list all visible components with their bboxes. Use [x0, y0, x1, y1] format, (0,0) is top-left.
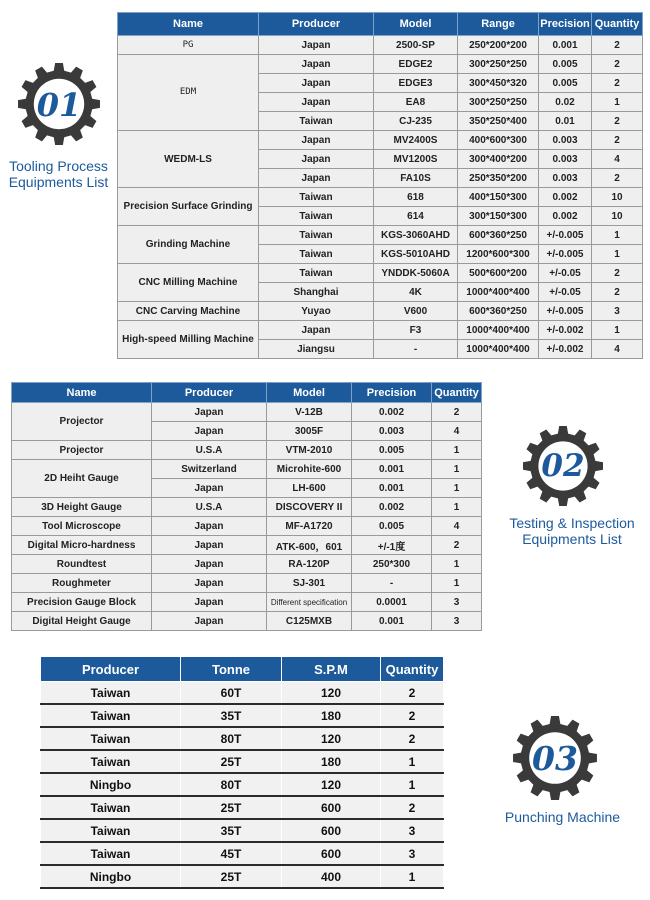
column-header: Producer: [259, 13, 374, 36]
table-cell: 2: [592, 55, 643, 74]
table-cell: FA10S: [374, 169, 458, 188]
column-header: Quantity: [592, 13, 643, 36]
table-cell: 35T: [181, 819, 282, 842]
table-cell: 1000*400*400: [458, 340, 539, 359]
table-cell: 0.003: [539, 131, 592, 150]
table-cell: 1: [592, 321, 643, 340]
table-cell: +/-0.002: [539, 321, 592, 340]
testing-table-body: [12, 403, 482, 631]
table-cell: 3: [381, 819, 444, 842]
column-header: Quantity: [432, 383, 482, 403]
table-cell: 300*250*250: [458, 93, 539, 112]
tooling-header-row: [118, 13, 643, 36]
table-cell: 600: [282, 796, 381, 819]
table-cell: 400*600*300: [458, 131, 539, 150]
tooling-caption: [2, 158, 115, 190]
table-cell: Japan: [259, 74, 374, 93]
table-cell: Ningbo: [41, 773, 181, 796]
table-row: [41, 865, 444, 888]
table-cell: 0.0001: [352, 593, 432, 612]
column-header: Producer: [152, 383, 267, 403]
table-cell: 1: [592, 245, 643, 264]
table-cell: +/-0.05: [539, 264, 592, 283]
equipment-name-cell: Roughmeter: [12, 574, 152, 593]
equipment-name-cell: CNC Carving Machine: [118, 302, 259, 321]
table-cell: 1: [432, 479, 482, 498]
table-cell: MV1200S: [374, 150, 458, 169]
table-row: [118, 188, 643, 207]
table-cell: 1: [381, 865, 444, 888]
table-cell: 2: [381, 704, 444, 727]
table-cell: Taiwan: [259, 226, 374, 245]
equipment-name-cell: Precision Surface Grinding: [118, 188, 259, 226]
table-cell: 80T: [181, 727, 282, 750]
table-row: [118, 36, 643, 55]
testing-caption: [497, 515, 647, 547]
table-cell: 4: [592, 340, 643, 359]
table-cell: Japan: [259, 169, 374, 188]
table-cell: 0.005: [352, 441, 432, 460]
equipment-name-cell: Projector: [12, 441, 152, 460]
table-row: [118, 264, 643, 283]
equipment-name-cell: Tool Microscope: [12, 517, 152, 536]
table-cell: 0.003: [352, 422, 432, 441]
table-cell: 250*350*200: [458, 169, 539, 188]
table-cell: 10: [592, 207, 643, 226]
table-cell: 600: [282, 842, 381, 865]
gear-badge-01: [17, 62, 101, 146]
table-cell: 1: [432, 441, 482, 460]
table-cell: LH-600: [267, 479, 352, 498]
table-cell: 45T: [181, 842, 282, 865]
table-row: [118, 226, 643, 245]
table-row: [41, 796, 444, 819]
table-cell: 600*360*250: [458, 226, 539, 245]
table-cell: 60T: [181, 682, 282, 705]
table-cell: Japan: [152, 403, 267, 422]
table-cell: Different specification: [267, 593, 352, 612]
table-cell: 1: [432, 574, 482, 593]
table-cell: 2: [381, 796, 444, 819]
table-cell: 618: [374, 188, 458, 207]
table-cell: 3005F: [267, 422, 352, 441]
table-cell: 0.003: [539, 150, 592, 169]
column-header: Precision: [352, 383, 432, 403]
table-cell: 180: [282, 704, 381, 727]
table-cell: 2: [592, 74, 643, 93]
table-cell: V600: [374, 302, 458, 321]
testing-header-row: [12, 383, 482, 403]
table-cell: Taiwan: [41, 819, 181, 842]
table-cell: Japan: [259, 150, 374, 169]
table-cell: Taiwan: [259, 245, 374, 264]
testing-caption-line2: Equipments List: [522, 531, 622, 547]
table-cell: Taiwan: [259, 207, 374, 226]
table-cell: Taiwan: [259, 112, 374, 131]
table-cell: 1: [432, 555, 482, 574]
equipment-name-cell: PG: [118, 36, 259, 55]
table-cell: 35T: [181, 704, 282, 727]
table-cell: 300*250*250: [458, 55, 539, 74]
equipment-name-cell: 3D Height Gauge: [12, 498, 152, 517]
table-cell: 400: [282, 865, 381, 888]
table-cell: EDGE3: [374, 74, 458, 93]
table-cell: 0.005: [352, 517, 432, 536]
table-cell: -: [352, 574, 432, 593]
table-row: [12, 441, 482, 460]
tooling-table-body: [118, 36, 643, 359]
table-cell: 3: [432, 593, 482, 612]
table-cell: 0.005: [539, 55, 592, 74]
column-header: Quantity: [381, 657, 444, 682]
equipment-name-cell: WEDM-LS: [118, 131, 259, 188]
table-cell: 0.001: [352, 460, 432, 479]
table-cell: Microhite-600: [267, 460, 352, 479]
table-cell: U.S.A: [152, 498, 267, 517]
column-header: Tonne: [181, 657, 282, 682]
table-cell: 0.001: [352, 612, 432, 631]
table-cell: C125MXB: [267, 612, 352, 631]
table-cell: 1: [381, 773, 444, 796]
table-cell: Taiwan: [259, 264, 374, 283]
table-row: [41, 842, 444, 865]
punching-header-row: [41, 657, 444, 682]
table-cell: Taiwan: [259, 188, 374, 207]
table-cell: 1: [592, 226, 643, 245]
column-header: Model: [267, 383, 352, 403]
table-cell: CJ-235: [374, 112, 458, 131]
table-cell: -: [374, 340, 458, 359]
table-cell: 120: [282, 682, 381, 705]
table-cell: 2: [432, 536, 482, 555]
table-cell: 120: [282, 727, 381, 750]
table-cell: 300*150*300: [458, 207, 539, 226]
gear-badge-02: [522, 425, 604, 507]
table-cell: RA-120P: [267, 555, 352, 574]
table-cell: 2: [381, 682, 444, 705]
table-cell: 2: [592, 131, 643, 150]
column-header: Name: [12, 383, 152, 403]
table-cell: Taiwan: [41, 750, 181, 773]
table-cell: 4K: [374, 283, 458, 302]
table-row: [118, 302, 643, 321]
table-cell: 1: [432, 498, 482, 517]
table-cell: 250*300: [352, 555, 432, 574]
table-cell: 25T: [181, 750, 282, 773]
table-row: [12, 593, 482, 612]
table-row: [12, 460, 482, 479]
table-cell: 2: [432, 403, 482, 422]
table-row: [41, 819, 444, 842]
table-row: [41, 682, 444, 705]
table-cell: 300*450*320: [458, 74, 539, 93]
table-cell: Japan: [152, 479, 267, 498]
table-cell: +/-0.005: [539, 302, 592, 321]
equipment-name-cell: 2D Heiht Gauge: [12, 460, 152, 498]
table-cell: 2: [592, 283, 643, 302]
table-row: [41, 704, 444, 727]
table-cell: 1000*400*400: [458, 321, 539, 340]
table-cell: 614: [374, 207, 458, 226]
table-cell: 0.002: [539, 207, 592, 226]
punching-caption: Punching Machine: [504, 809, 621, 825]
column-header: Range: [458, 13, 539, 36]
testing-equipment-table: [11, 382, 482, 631]
table-row: [41, 750, 444, 773]
table-cell: 25T: [181, 796, 282, 819]
table-cell: Jiangsu: [259, 340, 374, 359]
table-cell: Yuyao: [259, 302, 374, 321]
table-cell: 0.005: [539, 74, 592, 93]
table-cell: 0.01: [539, 112, 592, 131]
table-cell: 0.002: [352, 498, 432, 517]
table-cell: 0.003: [539, 169, 592, 188]
table-cell: +/-0.005: [539, 245, 592, 264]
equipment-name-cell: Digital Height Gauge: [12, 612, 152, 631]
table-row: [12, 536, 482, 555]
table-cell: 2: [592, 169, 643, 188]
equipment-name-cell: EDM: [118, 55, 259, 131]
table-cell: Taiwan: [41, 682, 181, 705]
table-cell: 10: [592, 188, 643, 207]
punching-machine-table: [40, 656, 444, 889]
table-cell: Japan: [152, 593, 267, 612]
testing-caption-line1: Testing & Inspection: [509, 515, 635, 531]
table-cell: Japan: [259, 131, 374, 150]
tooling-caption-line2: Equipments List: [8, 174, 109, 190]
badge-number-03: 03: [532, 739, 578, 778]
table-cell: 3: [432, 612, 482, 631]
table-cell: Taiwan: [41, 842, 181, 865]
table-cell: 4: [592, 150, 643, 169]
table-cell: 3: [381, 842, 444, 865]
column-header: Model: [374, 13, 458, 36]
table-cell: VTM-2010: [267, 441, 352, 460]
table-cell: 1: [381, 750, 444, 773]
table-row: [118, 55, 643, 74]
punching-table-body: [41, 682, 444, 889]
table-cell: 0.001: [539, 36, 592, 55]
column-header: S.P.M: [282, 657, 381, 682]
equipment-name-cell: High-speed Milling Machine: [118, 321, 259, 359]
table-row: [12, 403, 482, 422]
table-cell: +/-1度: [352, 536, 432, 555]
table-cell: 80T: [181, 773, 282, 796]
table-cell: 2: [592, 264, 643, 283]
table-cell: Japan: [152, 574, 267, 593]
table-cell: KGS-3060AHD: [374, 226, 458, 245]
table-cell: 600: [282, 819, 381, 842]
table-cell: KGS-5010AHD: [374, 245, 458, 264]
table-row: [41, 727, 444, 750]
table-cell: V-12B: [267, 403, 352, 422]
table-row: [12, 498, 482, 517]
table-cell: Japan: [152, 612, 267, 631]
table-cell: 2: [592, 112, 643, 131]
table-cell: EDGE2: [374, 55, 458, 74]
table-cell: 600*360*250: [458, 302, 539, 321]
table-cell: 1: [432, 460, 482, 479]
table-cell: MV2400S: [374, 131, 458, 150]
equipment-name-cell: Projector: [12, 403, 152, 441]
table-cell: +/-0.05: [539, 283, 592, 302]
table-cell: 0.001: [352, 479, 432, 498]
table-cell: Japan: [259, 55, 374, 74]
gear-badge-03: [512, 715, 598, 801]
table-cell: 350*250*400: [458, 112, 539, 131]
table-cell: Shanghai: [259, 283, 374, 302]
table-cell: +/-0.005: [539, 226, 592, 245]
table-cell: +/-0.002: [539, 340, 592, 359]
table-cell: 0.02: [539, 93, 592, 112]
table-cell: Taiwan: [41, 796, 181, 819]
table-cell: 2: [592, 36, 643, 55]
table-cell: 2500-SP: [374, 36, 458, 55]
table-cell: 250*200*200: [458, 36, 539, 55]
table-row: [12, 574, 482, 593]
table-cell: Japan: [152, 555, 267, 574]
table-row: [118, 321, 643, 340]
table-row: [41, 773, 444, 796]
table-cell: Taiwan: [41, 727, 181, 750]
table-cell: ATK-600，601: [267, 536, 352, 555]
table-row: [12, 555, 482, 574]
table-cell: DISCOVERY II: [267, 498, 352, 517]
equipment-name-cell: CNC Milling Machine: [118, 264, 259, 302]
table-row: [118, 131, 643, 150]
table-cell: Switzerland: [152, 460, 267, 479]
column-header: Producer: [41, 657, 181, 682]
table-cell: 4: [432, 517, 482, 536]
table-cell: Japan: [259, 36, 374, 55]
table-cell: 500*600*200: [458, 264, 539, 283]
equipment-name-cell: Grinding Machine: [118, 226, 259, 264]
table-cell: Ningbo: [41, 865, 181, 888]
table-cell: YNDDK-5060A: [374, 264, 458, 283]
table-row: [12, 517, 482, 536]
table-cell: Japan: [152, 536, 267, 555]
table-cell: 25T: [181, 865, 282, 888]
tooling-caption-line1: Tooling Process: [9, 158, 108, 174]
table-cell: Taiwan: [41, 704, 181, 727]
table-cell: Japan: [259, 321, 374, 340]
equipment-name-cell: Precision Gauge Block: [12, 593, 152, 612]
column-header: Name: [118, 13, 259, 36]
table-cell: 180: [282, 750, 381, 773]
table-cell: 400*150*300: [458, 188, 539, 207]
table-cell: 1200*600*300: [458, 245, 539, 264]
table-cell: Japan: [152, 517, 267, 536]
table-cell: U.S.A: [152, 441, 267, 460]
table-cell: EA8: [374, 93, 458, 112]
column-header: Precision: [539, 13, 592, 36]
table-cell: 2: [381, 727, 444, 750]
table-cell: 1000*400*400: [458, 283, 539, 302]
table-cell: 1: [592, 93, 643, 112]
badge-number-01: 01: [36, 86, 82, 124]
table-cell: Japan: [152, 422, 267, 441]
badge-number-02: 02: [541, 448, 585, 484]
table-row: [12, 612, 482, 631]
table-cell: 120: [282, 773, 381, 796]
table-cell: MF-A1720: [267, 517, 352, 536]
table-cell: 3: [592, 302, 643, 321]
table-cell: 0.002: [352, 403, 432, 422]
table-cell: SJ-301: [267, 574, 352, 593]
table-cell: 300*400*200: [458, 150, 539, 169]
table-cell: Japan: [259, 93, 374, 112]
table-cell: 4: [432, 422, 482, 441]
table-cell: F3: [374, 321, 458, 340]
table-cell: 0.002: [539, 188, 592, 207]
equipment-name-cell: Digital Micro-hardness: [12, 536, 152, 555]
equipment-name-cell: Roundtest: [12, 555, 152, 574]
tooling-equipment-table: [117, 12, 643, 359]
